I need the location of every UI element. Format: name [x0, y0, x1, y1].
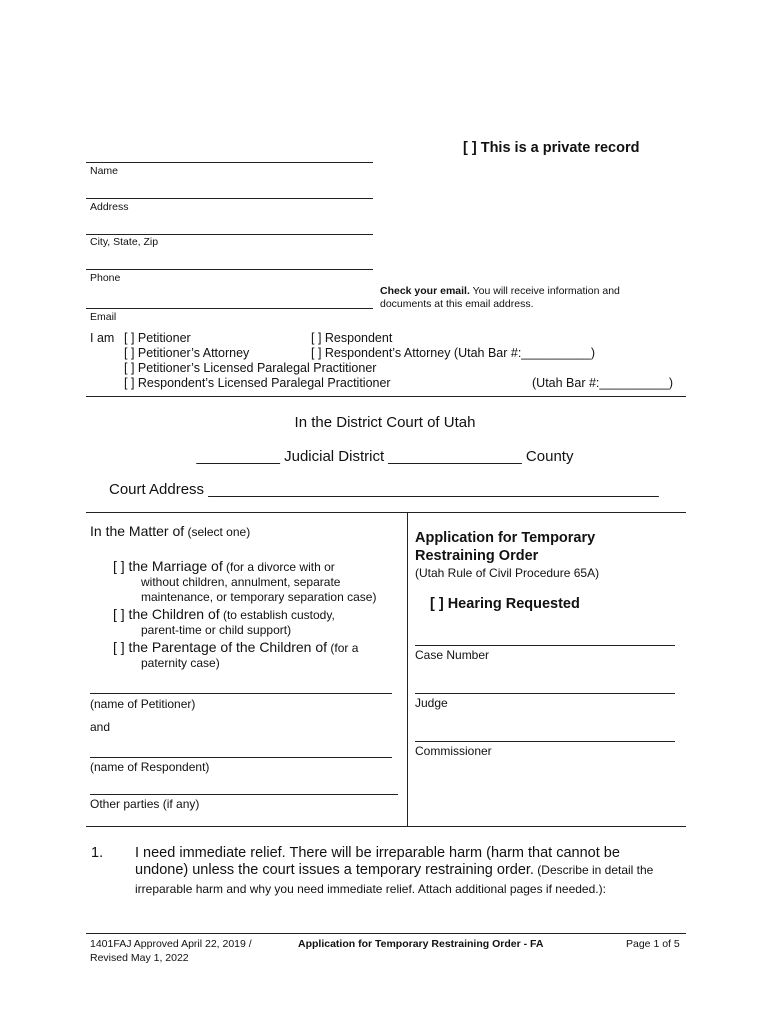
marriage-note-3: maintenance, or temporary separation case) — [141, 590, 377, 604]
case-number-label: Case Number — [415, 648, 490, 662]
parentage-checkbox[interactable] — [113, 639, 358, 655]
phone-label: Phone — [90, 272, 121, 284]
in-the-matter-of — [90, 523, 250, 539]
respondent-attorney-checkbox[interactable]: [ ] Respondent’s Attorney (Utah Bar #:__________) — [311, 346, 595, 360]
private-record-checkbox[interactable]: [ ] This is a private record — [463, 140, 640, 156]
judge-label: Judge — [415, 696, 448, 710]
email-label: Email — [90, 311, 117, 323]
marriage-note: (for a divorce with or — [222, 560, 335, 574]
other-parties-label: Other parties (if any) — [90, 797, 200, 811]
hearing-requested-checkbox[interactable]: [ ] Hearing Requested — [430, 596, 580, 612]
matter-label-note: (select one) — [184, 525, 251, 539]
respondent-checkbox[interactable]: [ ] Respondent — [311, 331, 393, 345]
address-line[interactable] — [86, 198, 373, 199]
respondent-paralegal-checkbox[interactable]: [ ] Respondent’s Licensed Paralegal Practitioner — [124, 376, 391, 390]
marriage-note-2: without children, annulment, separate — [141, 575, 341, 589]
petitioner-name-line[interactable] — [90, 693, 392, 694]
respondent-name-label: (name of Respondent) — [90, 760, 210, 774]
city-state-zip-label: City, State, Zip — [90, 236, 159, 248]
respondent-name-line[interactable] — [90, 757, 392, 758]
footer-title: Application for Temporary Restraining Order - FA — [298, 938, 544, 950]
case-number-line[interactable] — [415, 645, 675, 646]
caption-top-border — [86, 512, 686, 513]
city-state-zip-line[interactable] — [86, 234, 373, 235]
footer-divider — [86, 933, 686, 934]
application-rule: (Utah Rule of Civil Procedure 65A) — [415, 566, 600, 580]
parentage-label: [ ] the Parentage of the Children of — [113, 639, 328, 655]
item-1-number: 1. — [91, 845, 104, 861]
judicial-district-line[interactable]: __________ Judicial District ________________ County — [196, 448, 574, 465]
petitioner-attorney-checkbox[interactable]: [ ] Petitioner’s Attorney — [124, 346, 250, 360]
judge-line[interactable] — [415, 693, 675, 694]
commissioner-line[interactable] — [415, 741, 675, 742]
footer-page: Page 1 of 5 — [626, 938, 680, 950]
application-title-1: Application for Temporary — [415, 530, 596, 546]
address-label: Address — [90, 201, 129, 213]
phone-line[interactable] — [86, 269, 373, 270]
caption-bottom-border — [86, 826, 686, 827]
marriage-checkbox[interactable] — [113, 558, 335, 574]
court-address-line[interactable]: Court Address ______________________________________________________ — [109, 481, 659, 498]
children-note: (to establish custody, — [219, 608, 335, 622]
marriage-label: [ ] the Marriage of — [113, 558, 223, 574]
children-checkbox[interactable] — [113, 606, 335, 622]
name-label: Name — [90, 165, 119, 177]
application-title-2: Restraining Order — [415, 548, 539, 564]
other-parties-line[interactable] — [90, 794, 398, 795]
email-note — [380, 285, 620, 297]
email-note-bold: Check your email. — [380, 285, 470, 297]
item-1-line-1: I need immediate relief. There will be irreparable harm (harm that cannot be — [135, 845, 620, 861]
item-1-line-2-note: (Describe in detail the — [533, 863, 654, 877]
parentage-note-2: paternity case) — [141, 656, 220, 670]
email-note-line2: documents at this email address. — [380, 298, 534, 310]
children-note-2: parent-time or child support) — [141, 623, 292, 637]
caption-center-divider — [407, 512, 408, 827]
parentage-note: (for a — [327, 641, 359, 655]
footer-revised: Revised May 1, 2022 — [90, 952, 189, 964]
item-1-line-2 — [135, 862, 653, 878]
commissioner-label: Commissioner — [415, 744, 492, 758]
item-1-line-2-main: undone) unless the court issues a temporary restraining order. — [135, 862, 534, 878]
and-label: and — [90, 720, 111, 734]
matter-label: In the Matter of — [90, 523, 185, 539]
email-line[interactable] — [86, 308, 373, 309]
item-1-line-3: irreparable harm and why you need immediate relief. Attach additional pages if needed.): — [135, 882, 606, 896]
utah-bar-number-2[interactable]: (Utah Bar #:__________) — [532, 376, 674, 390]
section-divider — [86, 396, 686, 397]
children-label: [ ] the Children of — [113, 606, 220, 622]
court-heading: In the District Court of Utah — [294, 414, 476, 431]
name-line[interactable] — [86, 162, 373, 163]
petitioner-paralegal-checkbox[interactable]: [ ] Petitioner’s Licensed Paralegal Practitioner — [124, 361, 377, 375]
footer-form-id: 1401FAJ Approved April 22, 2019 / — [90, 938, 252, 950]
i-am-label: I am — [90, 331, 115, 345]
petitioner-name-label: (name of Petitioner) — [90, 697, 196, 711]
petitioner-checkbox[interactable]: [ ] Petitioner — [124, 331, 191, 345]
email-note-rest: You will receive information and — [469, 285, 620, 297]
